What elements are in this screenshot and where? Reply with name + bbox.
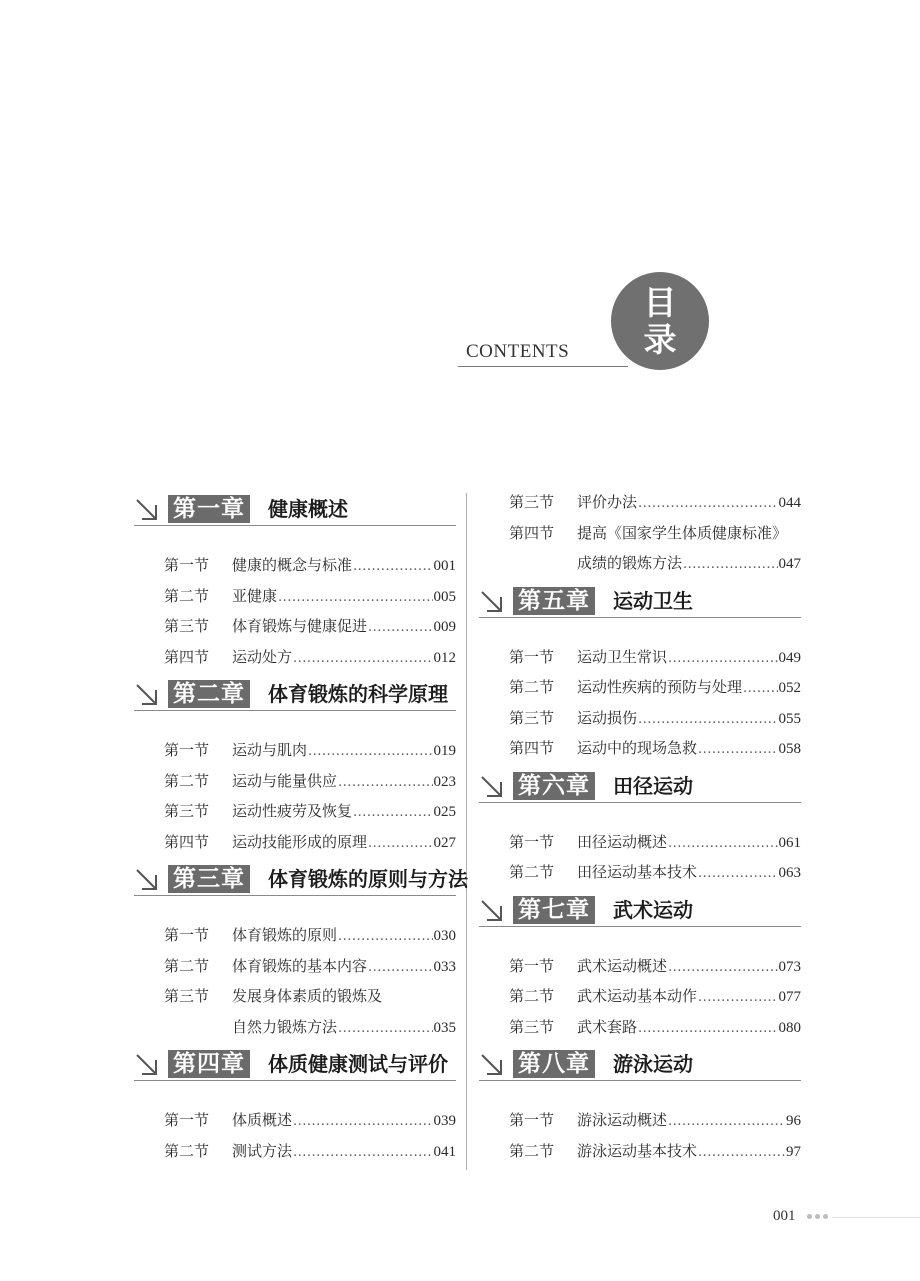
section-title: 运动性疲劳及恢复: [232, 802, 353, 820]
section-title: 提高《国家学生体质健康标准》: [577, 523, 788, 542]
chapter-heading[interactable]: [134, 495, 456, 526]
toc-section-row[interactable]: [479, 981, 801, 1012]
chapter-title: 运动卫生: [613, 588, 693, 613]
section-label: 第二节: [509, 1141, 555, 1160]
section-label: 第二节: [164, 1141, 210, 1160]
section-title-line: [577, 703, 801, 736]
dot-leader: [293, 644, 432, 675]
toc-section-row[interactable]: [479, 733, 801, 764]
chapter-title: 健康概述: [268, 497, 348, 521]
toc-section-row[interactable]: [134, 1136, 456, 1167]
section-title-line: [577, 1012, 801, 1045]
dot-leader: [368, 613, 432, 644]
chapter-heading[interactable]: [479, 896, 801, 927]
section-label: 第四节: [509, 739, 555, 757]
chapter-title: 田径运动: [613, 773, 693, 798]
chapter-heading[interactable]: [134, 865, 468, 896]
chapter-number: 第一章: [168, 495, 250, 523]
section-page-number: 96: [786, 1113, 801, 1129]
toc-section-row[interactable]: [134, 642, 456, 673]
section-title: 武术运动基本动作: [577, 987, 698, 1005]
section-title-line: [577, 951, 801, 984]
section-page-number: 001: [433, 558, 456, 574]
section-page-number: 061: [778, 834, 801, 851]
chapter-arrow-icon: [479, 774, 505, 800]
toc-section-row[interactable]: [134, 735, 456, 766]
dot-leader: [338, 922, 432, 953]
section-title-line: [232, 920, 456, 953]
section-label: 第二节: [509, 987, 555, 1005]
toc-section-row[interactable]: [134, 951, 456, 982]
section-title-line: [577, 827, 801, 860]
section-label: 第三节: [509, 493, 555, 511]
section-page-number: 058: [778, 741, 801, 757]
section-title-line: [232, 1105, 456, 1138]
section-label: 第一节: [164, 1111, 210, 1129]
chapter-number: 第四章: [168, 1050, 250, 1078]
section-title: 运动与肌肉: [232, 741, 308, 759]
section-label: 第一节: [164, 741, 210, 759]
section-title-line: [232, 1012, 456, 1045]
chapter-number: 第二章: [168, 680, 250, 708]
toc-section-row[interactable]: [134, 581, 456, 612]
section-title-line: [232, 951, 456, 984]
chapter-number: 第六章: [513, 772, 595, 800]
section-title-line: [577, 642, 801, 675]
toc-section-row[interactable]: [134, 1012, 456, 1043]
section-title-line: [232, 766, 456, 799]
chapter-heading[interactable]: [134, 680, 456, 711]
section-title: 运动处方: [232, 647, 293, 666]
section-title-line: [232, 611, 456, 644]
section-label: 第一节: [164, 556, 210, 574]
section-page-number: 009: [433, 619, 456, 635]
section-title: 运动卫生常识: [577, 647, 668, 666]
section-page-number: 077: [778, 989, 801, 1005]
dot-leader: [668, 953, 777, 984]
section-page-number: 027: [433, 834, 456, 851]
chapter-title: 体育锻炼的科学原理: [268, 682, 448, 706]
toc-section-row[interactable]: [134, 766, 456, 797]
section-page-number: 073: [778, 958, 801, 975]
section-title-line: [232, 642, 456, 675]
toc-section-row[interactable]: [479, 548, 801, 579]
section-label: 第一节: [509, 647, 555, 666]
section-page-number: 97: [786, 1143, 801, 1160]
section-title-line: [232, 735, 456, 768]
toc-section-row[interactable]: [479, 1012, 801, 1043]
section-label: 第三节: [509, 1017, 555, 1036]
section-title: 运动损伤: [577, 708, 638, 727]
dot-leader: [293, 1138, 432, 1169]
section-page-number: 052: [778, 680, 801, 696]
section-title-line: [232, 796, 456, 829]
section-page-number: 012: [433, 649, 456, 666]
section-title-line: [232, 550, 456, 583]
page-number: 001: [773, 1208, 796, 1224]
toc-section-row[interactable]: [134, 827, 456, 858]
dot-leader: [338, 1014, 432, 1045]
title-char-1: 目: [643, 283, 677, 322]
contents-header: [0, 0, 920, 420]
section-page-number: 005: [433, 588, 456, 605]
chapter-arrow-icon: [134, 867, 160, 893]
chapter-arrow-icon: [134, 682, 160, 708]
chapter-number: 第五章: [513, 587, 595, 615]
section-title: 游泳运动概述: [577, 1111, 668, 1129]
footer-decoration-dots: [807, 1214, 828, 1219]
chapter-title: 体质健康测试与评价: [268, 1052, 448, 1076]
section-title-line: [577, 487, 801, 520]
chapter-heading[interactable]: [479, 772, 801, 803]
dot-leader: [353, 552, 432, 583]
dot-leader: [368, 953, 432, 984]
section-label: 第三节: [164, 617, 210, 635]
section-page-number: 041: [433, 1143, 456, 1160]
toc-section-row[interactable]: [479, 672, 801, 703]
section-label: 第三节: [509, 708, 555, 727]
section-title: 成绩的锻炼方法: [577, 554, 683, 572]
dot-leader: [668, 1107, 785, 1138]
dot-leader: [278, 583, 432, 614]
chapter-arrow-icon: [479, 589, 505, 615]
chapter-arrow-icon: [479, 1052, 505, 1078]
chapter-title: 游泳运动: [613, 1052, 693, 1076]
section-title-line: [577, 548, 801, 581]
section-label: 第四节: [164, 832, 210, 851]
toc-right-column: [479, 487, 801, 1166]
section-label: 第一节: [509, 956, 555, 975]
dot-leader: [638, 489, 777, 520]
section-title: 亚健康: [232, 586, 278, 605]
section-label: 第二节: [164, 586, 210, 605]
dot-leader: [698, 859, 777, 890]
toc-section-row[interactable]: [479, 518, 801, 549]
chapter-title: 武术运动: [613, 897, 693, 922]
section-title: 体质概述: [232, 1111, 293, 1129]
dot-leader: [638, 1014, 777, 1045]
toc-section-row[interactable]: [479, 1105, 801, 1136]
section-page-number: 025: [433, 804, 456, 820]
dot-leader: [638, 705, 777, 736]
dot-leader: [698, 983, 777, 1014]
section-title: 田径运动基本技术: [577, 863, 698, 881]
chapter-arrow-icon: [134, 1052, 160, 1078]
toc-section-row[interactable]: [479, 827, 801, 858]
chapter-arrow-icon: [134, 497, 160, 523]
section-title-line: [577, 518, 801, 549]
dot-leader: [338, 768, 432, 799]
section-title-line: [232, 981, 456, 1012]
dot-leader: [698, 735, 777, 766]
section-page-number: 023: [433, 773, 456, 790]
section-label: 第四节: [164, 647, 210, 666]
dot-leader: [368, 829, 432, 860]
section-title-line: [577, 1105, 801, 1138]
section-title: 运动中的现场急救: [577, 739, 698, 757]
toc-section-row[interactable]: [134, 981, 456, 1012]
toc-section-row[interactable]: [134, 920, 456, 951]
section-label: 第二节: [509, 863, 555, 881]
dot-leader: [668, 829, 777, 860]
section-page-number: 033: [433, 958, 456, 975]
section-title: 武术运动概述: [577, 956, 668, 975]
section-title: 运动性疾病的预防与处理: [577, 678, 743, 696]
section-page-number: 080: [778, 1019, 801, 1036]
section-page-number: 019: [433, 743, 456, 759]
section-title: 运动与能量供应: [232, 771, 338, 790]
chapter-number: 第八章: [513, 1050, 595, 1078]
chapter-number: 第三章: [168, 865, 250, 893]
dot-leader: [353, 798, 432, 829]
contents-title-badge: [611, 272, 709, 370]
toc-section-row[interactable]: [479, 642, 801, 673]
chapter-arrow-icon: [479, 898, 505, 924]
section-label: 第二节: [164, 771, 210, 790]
dot-leader: [308, 737, 432, 768]
toc-section-row[interactable]: [134, 1105, 456, 1136]
dot-leader: [743, 674, 777, 705]
chapter-title: 体育锻炼的原则与方法: [268, 867, 468, 891]
section-label: 第二节: [164, 956, 210, 975]
toc-section-row[interactable]: [134, 796, 456, 827]
section-label: 第三节: [164, 987, 210, 1005]
section-title: 评价办法: [577, 493, 638, 511]
section-title: 体育锻炼与健康促进: [232, 617, 368, 635]
section-title: 健康的概念与标准: [232, 556, 353, 574]
contents-heading-en: CONTENTS: [466, 341, 570, 362]
section-title-line: [577, 1136, 801, 1169]
section-page-number: 035: [433, 1019, 456, 1036]
section-page-number: 055: [778, 710, 801, 727]
chapter-heading[interactable]: [479, 1050, 801, 1081]
header-rule: [458, 366, 628, 367]
toc-section-row[interactable]: [479, 1136, 801, 1167]
toc-section-row[interactable]: [479, 951, 801, 982]
toc-left-column: [134, 495, 468, 1166]
dot-leader: [683, 550, 777, 581]
chapter-heading[interactable]: [134, 1050, 456, 1081]
section-title: 武术套路: [577, 1017, 638, 1036]
section-page-number: 047: [778, 556, 801, 572]
section-title-line: [577, 981, 801, 1014]
section-title: 测试方法: [232, 1141, 293, 1160]
toc-section-row[interactable]: [134, 611, 456, 642]
toc-section-row[interactable]: [479, 703, 801, 734]
section-title: 游泳运动基本技术: [577, 1141, 698, 1160]
section-title: 体育锻炼的原则: [232, 926, 338, 944]
dot-leader: [293, 1107, 432, 1138]
section-title-line: [577, 857, 801, 890]
dot-leader: [668, 644, 777, 675]
dot-leader: [698, 1138, 785, 1169]
toc-section-row[interactable]: [479, 857, 801, 888]
section-label: 第四节: [509, 523, 555, 542]
section-page-number: 049: [778, 649, 801, 666]
section-title: 田径运动概述: [577, 832, 668, 851]
section-label: 第一节: [164, 926, 210, 944]
chapter-number: 第七章: [513, 896, 595, 924]
title-char-2: 录: [643, 320, 677, 359]
section-page-number: 039: [433, 1113, 456, 1129]
section-label: 第二节: [509, 678, 555, 696]
section-page-number: 063: [778, 865, 801, 881]
section-title: 体育锻炼的基本内容: [232, 956, 368, 975]
section-title-line: [232, 581, 456, 614]
section-title: 自然力锻炼方法: [232, 1017, 338, 1036]
chapter-heading[interactable]: [479, 587, 801, 618]
section-title: 运动技能形成的原理: [232, 832, 368, 851]
section-title-line: [577, 672, 801, 705]
section-page-number: 044: [778, 495, 801, 511]
section-label: 第三节: [164, 802, 210, 820]
section-title: 发展身体素质的锻炼及: [232, 987, 383, 1005]
section-page-number: 030: [433, 928, 456, 944]
toc-section-row[interactable]: [134, 550, 456, 581]
toc-section-row[interactable]: [479, 487, 801, 518]
section-title-line: [577, 733, 801, 766]
section-title-line: [232, 827, 456, 860]
section-label: 第一节: [509, 832, 555, 851]
section-title-line: [232, 1136, 456, 1169]
column-divider: [466, 493, 467, 1170]
footer-rule: [832, 1217, 920, 1218]
section-label: 第一节: [509, 1111, 555, 1129]
